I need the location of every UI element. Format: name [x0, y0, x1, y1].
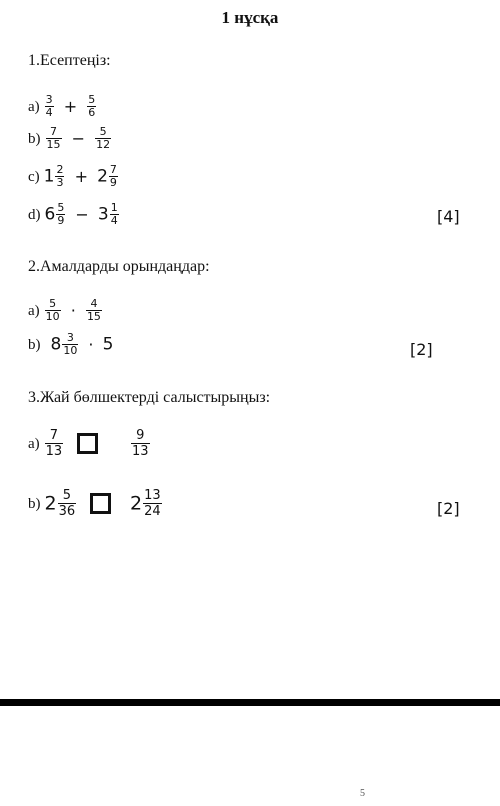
page-title: 1 нұсқа: [221, 8, 279, 27]
fraction: $\frac{7}{9}$: [109, 163, 117, 189]
q2-item-b: [28, 332, 113, 357]
whole-number: 2: [44, 492, 57, 515]
fraction: $\frac{4}{15}$: [86, 297, 101, 323]
whole-number: 8: [50, 334, 62, 355]
fraction: $\frac{5}{10}$: [45, 297, 60, 323]
fraction: $\frac{9}{13}$: [132, 428, 149, 459]
q1-heading: 1.Есептеңіз:: [28, 52, 111, 69]
fraction: $\frac{5}{12}$: [96, 125, 111, 151]
q3-heading: 3.Жай бөлшектерді салыстырыңыз:: [28, 389, 271, 406]
q3-b-right: [130, 488, 163, 519]
whole-number: 1: [43, 166, 55, 187]
q2-b-label: b): [28, 337, 41, 353]
q1-item-a: [28, 94, 97, 119]
q1-item-d: [28, 202, 120, 227]
fraction: $\frac{13}{24}$: [144, 488, 161, 519]
comparison-box[interactable]: [90, 493, 111, 514]
q1-item-b: [28, 126, 112, 151]
q1-b-label: b): [28, 131, 41, 147]
whole-number: 6: [44, 204, 56, 225]
operator: −: [75, 205, 89, 224]
fraction: $\frac{1}{4}$: [110, 201, 118, 227]
q1-c-label: c): [28, 169, 40, 185]
fraction: $\frac{3}{10}$: [63, 331, 78, 357]
q3-a-right: [130, 428, 151, 459]
fraction: $\frac{7}{13}$: [45, 428, 63, 459]
q3-item-b: [28, 488, 111, 519]
fraction: $\frac{3}{4}$: [45, 93, 53, 119]
multiplier: 5: [102, 334, 114, 355]
q2-a-label: a): [28, 303, 40, 319]
fraction: $\frac{7}{15}$: [46, 125, 61, 151]
q3-score: [2]: [437, 499, 460, 518]
fraction: $\frac{2}{3}$: [56, 163, 64, 189]
comparison-box[interactable]: [77, 433, 98, 454]
fraction: $\frac{5}{36}$: [58, 488, 76, 519]
page-mark: 5: [360, 788, 365, 799]
q1-a-label: a): [28, 99, 40, 115]
q1-item-c: [28, 164, 119, 189]
fraction: $\frac{5}{9}$: [57, 201, 65, 227]
operator: −: [71, 129, 85, 148]
whole-number: 3: [97, 204, 109, 225]
operator: +: [74, 167, 88, 186]
operator: +: [63, 97, 78, 116]
operator: ·: [88, 335, 94, 354]
whole-number: 2: [130, 492, 143, 515]
page-edge-band: [0, 699, 500, 706]
q1-d-label: d): [28, 207, 41, 223]
fraction: $\frac{5}{6}$: [88, 93, 96, 119]
q3-item-a: [28, 428, 98, 459]
q2-item-a: [28, 298, 103, 323]
q2-score: [2]: [410, 340, 433, 359]
q3-b-label: b): [28, 496, 41, 512]
q1-score: [4]: [437, 207, 460, 226]
q3-a-label: a): [28, 436, 40, 452]
q2-heading: 2.Амалдарды орындаңдар:: [28, 258, 210, 275]
whole-number: 2: [97, 166, 108, 187]
operator: ·: [70, 301, 76, 320]
